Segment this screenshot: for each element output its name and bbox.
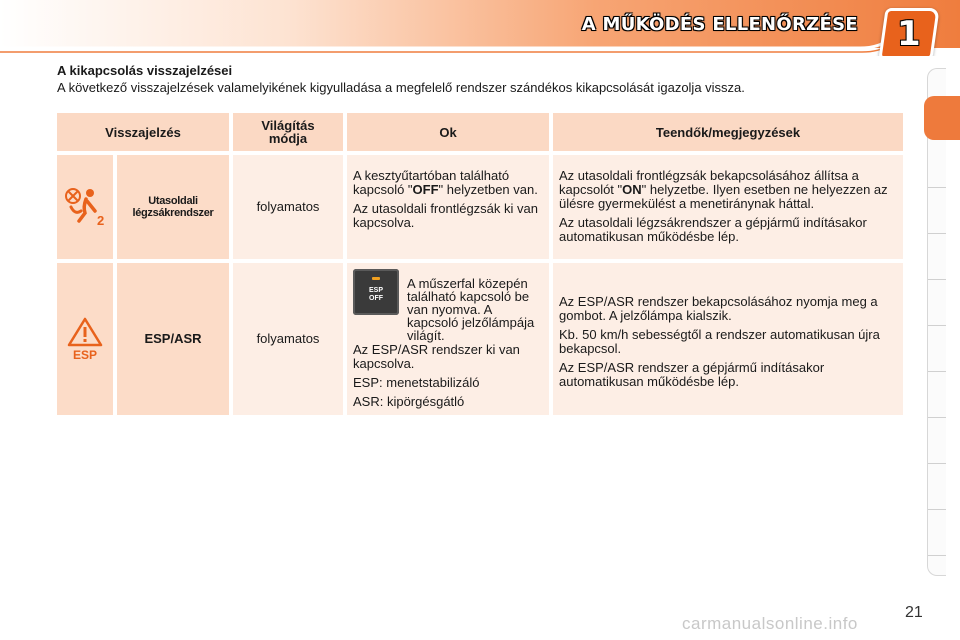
col-header-indicator: Visszajelzés [57,113,229,151]
active-chapter-tab[interactable] [924,96,960,140]
esp-switch-label-line1: ESP [368,287,383,294]
row2-cause-p1: A műszerfal közepén található kapcsoló be van nyomva. A kapcsoló jelzőlámpája világít. [407,276,535,343]
tab-divider [928,233,946,234]
chapter-badge [878,8,939,56]
row1-note-switch-state: ON [622,182,642,197]
esp-icon-cell [57,263,113,415]
header-banner [0,0,960,56]
row2-notes [553,263,903,415]
row2-cause-p4: ASR: kipörgésgátló [353,394,465,409]
col-header-lighting-line1: Világítás [261,118,315,133]
row1-note-text: Az utasoldali frontlégzsák bekapcsolásához állítsa a kapcsolót " [559,168,859,197]
tab-divider [928,371,946,372]
page-number: 21 [905,604,923,621]
esp-icon-label: ESP [72,348,98,361]
esp-switch-lamp [372,277,380,280]
row1-cause-p1 [353,169,543,197]
tab-divider [928,187,946,188]
row1-name-line1: Utasoldali [148,195,198,207]
row2-cause-rest [353,343,545,414]
tab-divider [928,325,946,326]
row1-indicator-name [117,155,229,259]
row1-switch-state: OFF [412,182,439,197]
col-header-notes: Teendők/megjegyzések [553,113,903,151]
chapter-tab-rail [927,68,946,576]
row1-notes-p1 [559,169,897,211]
row1-notes-p2: Az utasoldali légzsákrendszer a gépjármű indításakor automatikusan működésbe lép. [559,215,867,244]
esp-switch-label [353,287,399,303]
row2-cause [347,263,549,415]
esp-switch-label-line2: OFF [369,295,383,302]
airbag-icon-number: 2 [97,213,105,227]
row2-notes-p2: Kb. 50 km/h sebességtől a rendszer automatikusan újra bekapcsol. [559,327,880,356]
tab-divider [928,279,946,280]
row1-note-text-end: " helyzetbe. Ilyen esetben ne helyezzen az ülésre gyermekülést a menetiránynak háttal. [559,182,888,211]
row2-notes-p3: Az ESP/ASR rendszer a gépjármű indításakor automatikusan működésbe lép. [559,360,825,389]
airbag-off-icon [63,187,107,227]
airbag-icon-cell [57,155,113,259]
page-title: A MŰKÖDÉS ELLENŐRZÉSE [581,14,858,35]
row2-lighting-mode: folyamatos [233,263,343,415]
tab-divider [928,463,946,464]
row1-cause-p2: Az utasoldali frontlégzsák ki van kapcsolva. [353,201,538,230]
row1-name-line2: légzsákrendszer [132,207,214,219]
row1-cause-text-end: " helyzetben van. [438,182,538,197]
row2-cause-p2: Az ESP/ASR rendszer ki van kapcsolva. [353,342,520,371]
tab-divider [928,417,946,418]
row2-notes-p1: Az ESP/ASR rendszer bekapcsolásához nyomja meg a gombot. A jelzőlámpa kialszik. [559,294,878,323]
col-header-lighting-line2: módja [268,131,308,146]
watermark: carmanualsonline.info [682,614,858,633]
esp-warning-icon [65,317,105,361]
chapter-number: 1 [897,14,921,54]
section-heading: A kikapcsolás visszajelzései [57,63,233,78]
col-header-cause: Ok [347,113,549,151]
row1-lighting-mode: folyamatos [233,155,343,259]
row2-indicator-name: ESP/ASR [117,263,229,415]
tab-divider [928,555,946,556]
tab-divider [928,509,946,510]
row1-cause-text: A kesztyűtartóban található kapcsoló " [353,168,510,197]
esp-off-switch-photo [353,269,399,315]
section-intro: A következő visszajelzések valamelyikének kigyulladása a megfelelő rendszer szándékos kikapcsolását igazolja vissza. [57,80,745,95]
row2-cause-p3: ESP: menetstabilizáló [353,375,480,390]
indicator-table [57,113,903,415]
row1-cause [347,155,549,259]
row1-notes [553,155,903,259]
col-header-lighting [233,113,343,151]
